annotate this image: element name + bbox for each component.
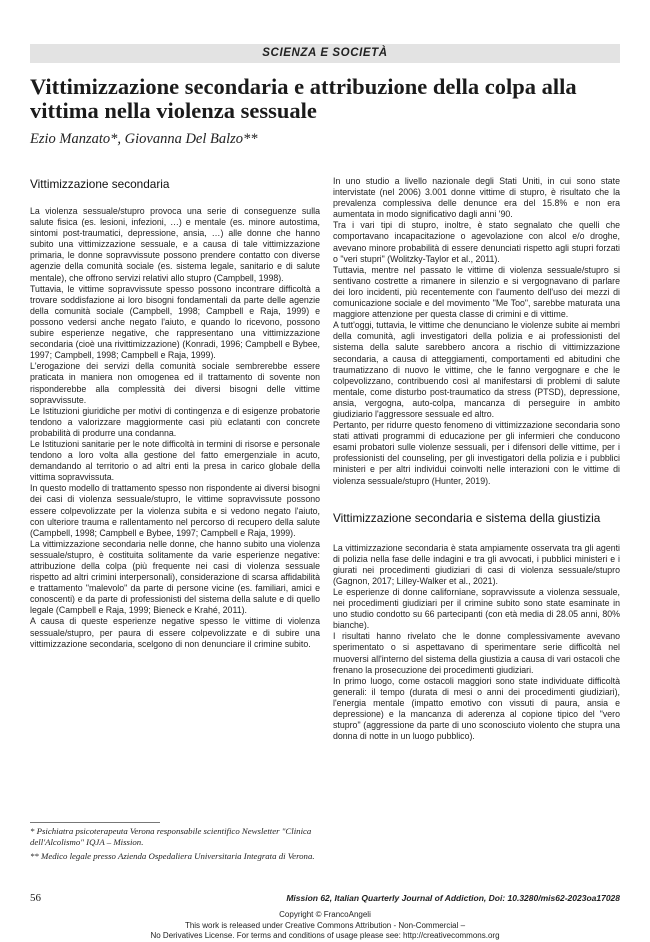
copyright-line: Copyright © FrancoAngeli: [279, 910, 371, 919]
paragraph: Pertanto, per ridurre questo fenomeno di vittimizzazione secondaria sono stati attivati programmi di educazione per gli infermieri che conducono esami probatori sulle violenze sessuali, per i difensori delle vittime, per i professionisti del counseling, per gli investigatori della polizia e i pubblici ministeri e per altri individui coinvolti nelle interazioni con le vittime di violenza sessuale/stupro (Hunter, 2019).: [333, 420, 620, 486]
license-line: This work is released under Creative Commons Attribution - Non-Commercial –: [184, 920, 466, 930]
paragraph: Tuttavia, le vittime sopravvissute spesso possono incontrare difficoltà a trovare soddisfazione ai loro bisogni fondamentali da parte delle agenzie della comunità sociale (Campbell, 1998; Campbell e Raja, 1999) e possono vedersi anche negato l'aiuto, e quando lo ricevono, possono subire esperienze negative, che rappresentano una vittimizzazione secondaria (cioè una rivittimizzazione) (Konradi, 1996; Campbell e Bybee, 1997; Campbell, 1998; Campbell e Raja, 1999).: [30, 283, 320, 361]
paragraph: A causa di queste esperienze negative spesso le vittime di violenza sessuale/stupro, per paura di essere colpevolizzate e di subire una vittimizzazione secondaria, scelgono di non denunciare il crimine subito.: [30, 616, 320, 649]
license-line: No Derivatives License. For terms and conditions of usage please see: http://creativecommons.org: [150, 931, 500, 940]
section-heading: Vittimizzazione secondaria e sistema della giustizia: [333, 510, 601, 525]
paragraph: Le esperienze di donne californiane, sopravvissute a violenza sessuale, nei procedimenti giudiziari per il crimine subito sono state esaminate in uno studio condotto su 66 partecipanti (con età media di 28.05 anni, 80% bianche).: [333, 587, 620, 631]
journal-citation: Mission 62, Italian Quarterly Journal of Addiction, Doi: 10.3280/mis62-2023oa17028: [286, 893, 620, 903]
paragraph: Le Istituzioni sanitarie per le note difficoltà in termini di risorse e personale tendono a loro volta alla gestione del fatto emergenziale in acuto, demandando al territorio o ad altri enti la presa in carico globale della vittima sopravvissuta.: [30, 438, 320, 483]
license-notice: [0, 910, 650, 942]
paragraph: Le Istituzioni giuridiche per motivi di contingenza e di esigenze probatorie tendono a valorizzare maggiormente casi più eclatanti con concrete probabilità di produrre una condanna.: [30, 405, 320, 438]
paragraph: L'erogazione dei servizi della comunità sociale sembrerebbe essere praticata in maniera non omogenea ed il trattamento di sovente non risponderebbe alla complessità dei diversi bisogni delle vittime sopravvissute.: [30, 361, 320, 405]
section-header: SCIENZA E SOCIETÀ: [30, 44, 620, 63]
right-column: [333, 176, 620, 742]
section-heading: Vittimizzazione secondaria: [30, 177, 170, 191]
article-authors: Ezio Manzato*, Giovanna Del Balzo**: [30, 131, 258, 147]
paragraph: La vittimizzazione secondaria nelle donne, che hanno subito una violenza sessuale/stupro, è costituita solitamente da varie esperienze negative: attribuzione della colpa (più frequente nei casi di violenza sessuale rispetto ad altri crimini interpersonali), considerazione di scarsa affidabilità e trattamento "malevolo" da parte di persone vicine (es. familiari, amici e conoscenti) e da parte di professionisti del sistema della salute e di quello legale (Campbell e Raja, 1999; Bieneck e Krahé, 2011).: [30, 538, 320, 616]
paragraph: In questo modello di trattamento spesso non rispondente ai diversi bisogni dei casi di violenza sessuale/stupro, le vittime sopravvissute possono essere colpevolizzate per la violenza subita e si vedono negato l'aiuto, con ulteriore trauma e rallentamento nel percorso di recupero della salute (Campbell, 1998; Campbell e Bybee, 1997; Campbell e Raja, 1999).: [30, 483, 320, 538]
paragraph: Tra i vari tipi di stupro, inoltre, è stato segnalato che quelli che comportavano incapacitazione o agevolazione con alcol e/o droghe, avevano minore probabilità di essere denunciati rispetto agli stupri forzati o "veri stupri" (Wolitzky-Taylor et al., 2011).: [333, 220, 620, 264]
paragraph: Tuttavia, mentre nel passato le vittime di violenza sessuale/stupro si sentivano costrette a rimanere in silenzio e si vergognavano di parlare dei loro incidenti, più recentemente con l'aumento dell'uso dei mezzi di comunicazione sociale e del movimento "Me Too", sarebbe maturata una maggiore attenzione per questa classe di crimini e di vittime.: [333, 264, 620, 320]
paragraph: La vittimizzazione secondaria è stata ampiamente osservata tra gli agenti di polizia nella fase delle indagini e tra gli avvocati, i pubblici ministeri e i giurati nei procedimenti giudiziari di casi di violenza sessuale/stupro (Gagnon, 2017; Lilley-Walker et al., 2021).: [333, 542, 620, 586]
paragraph: A tutt'oggi, tuttavia, le vittime che denunciano le violenze subite ai membri della comunità, agli investigatori della polizia e ai professionisti del sistema della salute sarebbero ancora a rischio di vittimizzazione secondaria, a causa di atteggiamenti, comportamenti ed abitudini che traumatizzano di nuovo le vittime, che le fanno vergognare e che le colpevolizzano, contribuendo così al manifestarsi di problemi di salute mentale, come disturbo post-traumatico da stress (PTSD), depressione, ansia, vergogna, auto-colpa, mancanza di perseguire in ambito giudiziario l'aggressore sessuale ed altro.: [333, 320, 620, 419]
footnote: * Psichiatra psicoterapeuta Verona responsabile scientifico Newsletter "Clinica dell'Alcolismo" IQJA – Mission.: [30, 826, 312, 847]
page-number: 56: [30, 892, 41, 904]
footnote: ** Medico legale presso Azienda Ospedaliera Universitaria Integrata di Verona.: [30, 851, 315, 861]
article-title: Vittimizzazione secondaria e attribuzione della colpa alla vittima nella violenza sessuale: [30, 74, 577, 123]
paragraph: In primo luogo, come ostacoli maggiori sono state individuate difficoltà generali: il tempo (durata di mesi o anni dei procedimenti giudiziari), l'energia mentale (impatto emotivo con vissuti di paura, ansia e depressione) e la mancanza di aderenza al copione tipico del "vero stupro" (aggressione da parte di uno sconosciuto violento che stupra una donna di notte in un luogo pubblico).: [333, 675, 620, 742]
left-column: [30, 175, 320, 650]
footnote-divider: [30, 822, 160, 823]
paragraph: I risultati hanno rivelato che le donne complessivamente avevano sperimentato o si aspettavano di sperimentare serie difficoltà nel muoversi all'interno del sistema della giustizia a causa di vari ostacoli che frenano la prosecuzione dei procedimenti giudiziari.: [333, 631, 620, 675]
paragraph: In uno studio a livello nazionale degli Stati Uniti, in cui sono state intervistate (nel 2006) 3.001 donne vittime di stupro, è risultato che la prevalenza complessiva delle denunce era del 15.8% e non era aumentata in modo significativo dagli anni '90.: [333, 176, 620, 220]
paragraph: La violenza sessuale/stupro provoca una serie di conseguenze sulla salute fisica (es. lesioni, infezioni, …) e mentale (es. minore autostima, sintomi post-traumatici, depressione, ansia, …) alle donne che hanno subito una vittimizzazione sessuale, e a causa di tale vittimizzazione primaria, le donne sopravvissute possono prendere contatto con diverse agenzie della comunità sociale (es. sistema legale, sanitario e di salute mentale), che offrono servizi relativi allo stupro (Campbell, 1998).: [30, 206, 320, 283]
